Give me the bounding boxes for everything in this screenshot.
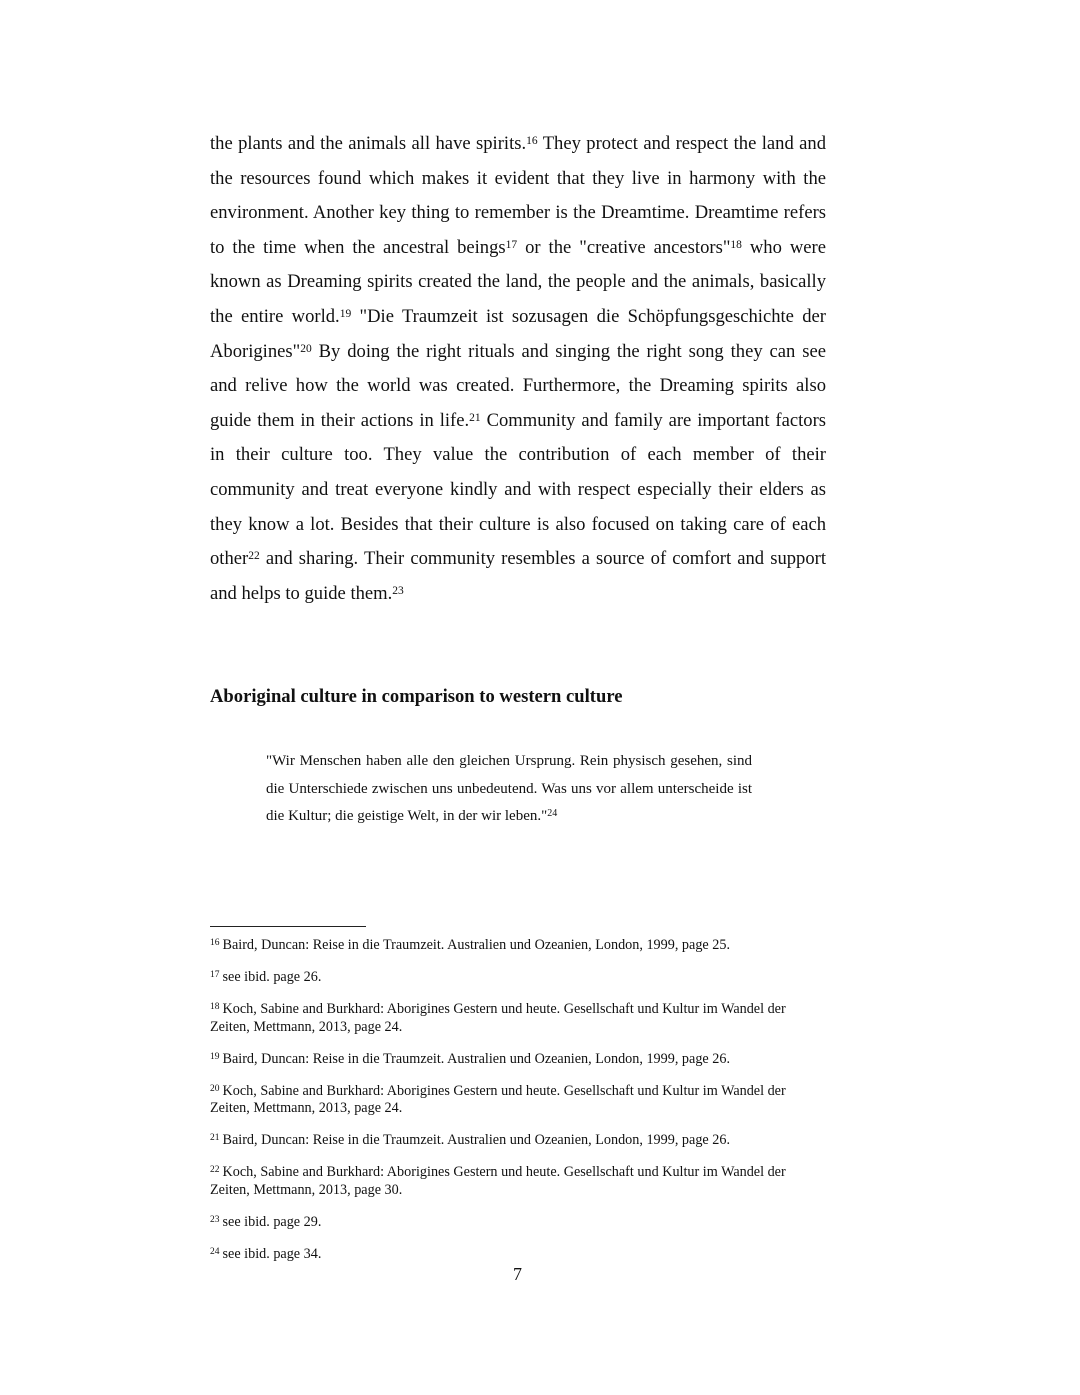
footnote-text: see ibid. page 29. bbox=[222, 1213, 322, 1230]
footnote-ref-19[interactable]: 19 bbox=[339, 307, 352, 320]
body-text-segment: They protect and respect the land and the resources found which makes it evident that they live in harmony with the environment. Another key thing to remember is the Dreamtime. Dreamtime refers to the time when the ancestral beings bbox=[210, 133, 826, 258]
footnote-number: 17 bbox=[210, 970, 220, 980]
footnote-text: Koch, Sabine and Burkhard: Aborigines Gestern und heute. Gesellschaft und Kultur im Wandel der Zeiten, Mettmann, 2013, page 24. bbox=[210, 1001, 786, 1035]
footnotes-section bbox=[210, 937, 826, 1278]
footnote-ref-23[interactable]: 23 bbox=[392, 584, 404, 597]
footnote-16 bbox=[210, 937, 826, 955]
footnote-ref-21[interactable]: 21 bbox=[469, 411, 481, 424]
footnote-20 bbox=[210, 1083, 826, 1118]
body-text-segment: and sharing. Their community resembles a source of comfort and support and helps to guide them. bbox=[210, 548, 826, 604]
footnote-18 bbox=[210, 1001, 826, 1036]
footnote-text: Baird, Duncan: Reise in die Traumzeit. Australien und Ozeanien, London, 1999, page 26. bbox=[222, 1132, 730, 1148]
quote-text: "Wir Menschen haben alle den gleichen Ursprung. Rein physisch gesehen, sind die Unterschiede zwischen uns unbedeutend. Was uns vor allem unterscheide ist die Kultur; die geistige Welt, in der wir leben." bbox=[266, 753, 752, 824]
footnote-ref-18[interactable]: 18 bbox=[730, 238, 742, 251]
footnote-separator bbox=[210, 926, 366, 927]
footnote-number: 16 bbox=[210, 938, 220, 948]
footnote-number: 22 bbox=[210, 1165, 220, 1175]
footnote-ref-17[interactable]: 17 bbox=[505, 238, 518, 251]
footnote-number: 24 bbox=[210, 1246, 220, 1257]
footnote-number: 20 bbox=[210, 1083, 220, 1094]
footnote-22 bbox=[210, 1164, 826, 1199]
body-text-segment: the plants and the animals all have spirits. bbox=[210, 133, 527, 154]
footnote-number: 18 bbox=[210, 1002, 220, 1012]
body-text-segment: who were known as Dreaming spirits created the land, the people and the animals, basically the entire world. bbox=[210, 236, 826, 327]
footnote-number: 19 bbox=[210, 1051, 220, 1062]
body-paragraph bbox=[210, 127, 826, 611]
footnote-number: 23 bbox=[210, 1214, 220, 1225]
footnote-ref-20[interactable]: 20 bbox=[300, 342, 312, 355]
footnote-ref-16[interactable]: 16 bbox=[526, 135, 538, 147]
footnote-ref-22[interactable]: 22 bbox=[248, 550, 260, 563]
footnote-19 bbox=[210, 1051, 826, 1069]
footnote-text: Koch, Sabine and Burkhard: Aborigines Gestern und heute. Gesellschaft und Kultur im Wandel der Zeiten, Mettmann, 2013, page 24. bbox=[210, 1082, 786, 1116]
footnote-text: Koch, Sabine and Burkhard: Aborigines Gestern und heute. Gesellschaft und Kultur im Wandel der Zeiten, Mettmann, 2013, page 30. bbox=[210, 1164, 786, 1198]
body-text-segment: "Die Traumzeit ist sozusagen die Schöpfungsgeschichte der Aborigines" bbox=[210, 305, 826, 362]
section-heading: Aboriginal culture in comparison to western culture bbox=[210, 686, 623, 707]
footnote-number: 21 bbox=[210, 1133, 220, 1143]
footnote-24 bbox=[210, 1246, 826, 1264]
footnote-text: see ibid. page 34. bbox=[222, 1245, 322, 1262]
body-text-segment: By doing the right rituals and singing the right song they can see and relive how the world was created. Furthermore, the Dreaming spirits also guide them in their actions in life. bbox=[210, 340, 826, 431]
page-number: 7 bbox=[513, 1264, 522, 1284]
footnote-21 bbox=[210, 1132, 826, 1150]
block-quote bbox=[266, 748, 752, 831]
body-text-segment: Community and family are important factors in their culture too. They value the contribution of each member of their community and treat everyone kindly and with respect especially their elders as they know a lot. Besides that their culture is also focused on taking care of each other bbox=[210, 409, 826, 570]
footnote-text: Baird, Duncan: Reise in die Traumzeit. Australien und Ozeanien, London, 1999, page 26. bbox=[222, 1050, 730, 1067]
footnote-ref-24[interactable]: 24 bbox=[547, 808, 558, 819]
footnote-23 bbox=[210, 1214, 826, 1232]
body-text-segment: or the "creative ancestors" bbox=[517, 236, 731, 258]
footnote-17 bbox=[210, 969, 826, 987]
footnote-text: see ibid. page 26. bbox=[222, 969, 322, 985]
footnote-text: Baird, Duncan: Reise in die Traumzeit. Australien und Ozeanien, London, 1999, page 25. bbox=[222, 937, 730, 953]
